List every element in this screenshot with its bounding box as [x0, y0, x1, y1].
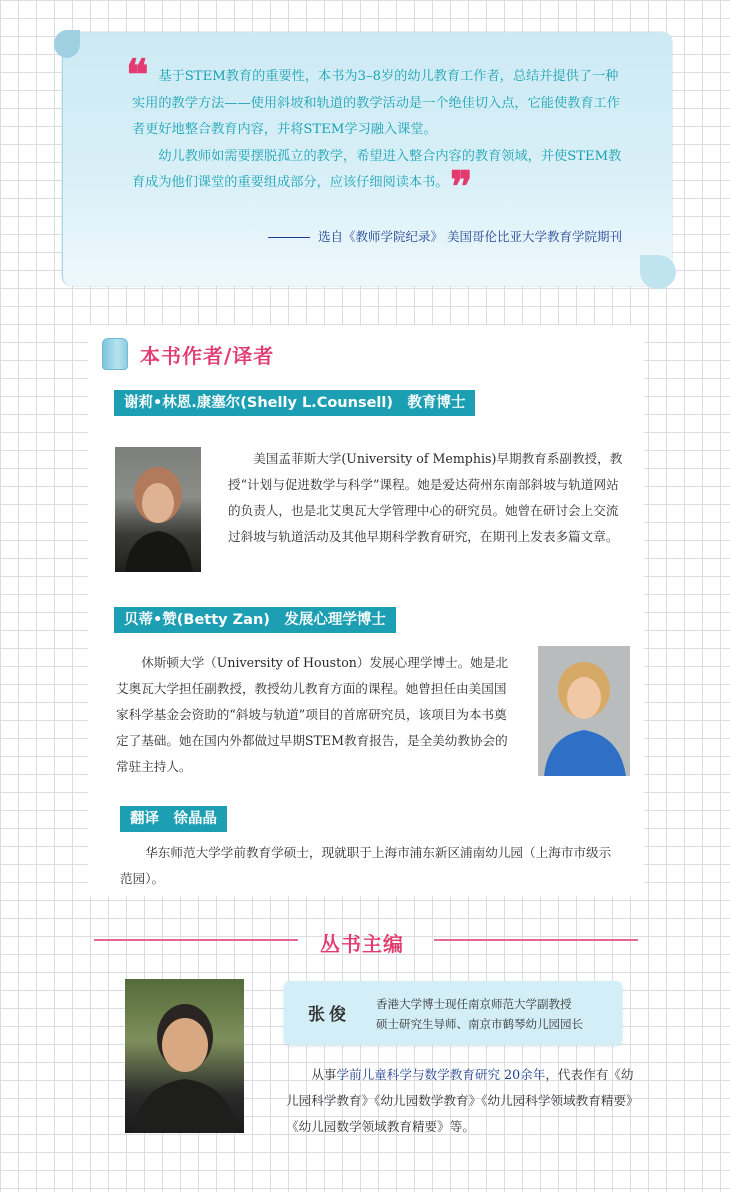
author2-photo [538, 646, 630, 776]
quote-paragraph-1: 基于STEM教育的重要性，本书为3–8岁的幼儿教育工作者，总结并提供了一种实用的教学方法——使用斜坡和轨道的教学活动是一个绝佳切入点，它能使教育工作者更好地整合教育内容，并将STEM学习融入课堂。 [132, 69, 620, 137]
editor-bio-prefix: 从事 [311, 1067, 337, 1082]
book-icon [102, 338, 128, 370]
editor-bio-suffix: ，代表作有《幼儿园科学教育》《幼儿园数学教育》《幼儿园科学领域教育精要》《幼儿园数学领域教育精要》等。 [286, 1067, 634, 1134]
editor-photo [125, 979, 244, 1133]
source-dash [268, 237, 310, 238]
divider-right [434, 939, 638, 941]
editor-bio-text [286, 1062, 636, 1140]
close-quote-icon: ❞ [450, 162, 473, 211]
author1-bio [228, 446, 628, 550]
author1-bio-text: 美国孟菲斯大学(University of Memphis)早期教育系副教授，教授“计划与促进数学与科学”课程。她是爱达荷州东南部斜坡与轨道网站的负责人，也是北艾奥瓦大学管理中心的研究员。她曾在研讨会上交流过斜坡与轨道活动及其他早期科学教育研究，在期刊上发表多篇文章。 [228, 451, 623, 544]
translator-bio [120, 840, 616, 892]
editor-title [376, 994, 583, 1034]
quote-paragraph-2: 幼儿教师如需要摆脱孤立的教学，希望进入整合内容的教育领域，并使STEM教育成为他们课堂的重要组成部分，应该仔细阅读本书。 [132, 148, 622, 190]
editor-name: 张俊 [308, 1005, 350, 1025]
translator-bio-text: 华东师范大学学前教育学硕士，现就职于上海市浦东新区浦南幼儿园（上海市市级示范园）。 [120, 845, 612, 886]
authors-section-title: 本书作者/译者 [140, 344, 275, 368]
quote-source [268, 227, 622, 245]
translator-tag: 翻译 徐晶晶 [120, 806, 227, 832]
author1-photo [115, 447, 201, 572]
editor-section-title: 丛书主编 [320, 932, 404, 956]
scroll-curl-left [54, 30, 80, 58]
author2-tag: 贝蒂•赞(Betty Zan) 发展心理学博士 [114, 607, 396, 633]
author2-portrait-icon [538, 646, 630, 776]
editor-bio [286, 1062, 636, 1140]
editor-title-line-2: 硕士研究生导师、南京市鹤琴幼儿园园长 [376, 1017, 583, 1031]
author1-portrait-icon [115, 447, 201, 572]
editor-title-line-1: 香港大学博士现任南京师范大学副教授 [376, 997, 572, 1011]
quote-text [132, 64, 622, 197]
scroll-curl-right [640, 255, 676, 289]
editor-portrait-icon [125, 979, 244, 1133]
quote-source-text: 选自《教师学院纪录》 美国哥伦比亚大学教育学院期刊 [318, 229, 622, 244]
open-quote-icon: ❝ [126, 50, 149, 99]
editor-bio-highlight: 学前儿童科学与数学教育研究 20余年 [336, 1067, 546, 1082]
divider-left [94, 939, 298, 941]
author2-bio [116, 650, 514, 780]
author2-bio-text: 休斯顿大学（University of Houston）发展心理学博士。她是北艾奥瓦大学担任副教授，教授幼儿教育方面的课程。她曾担任由美国国家科学基金会资助的“斜坡与轨道”项目的首席研究员，该项目为本书奠定了基础。她在国内外都做过早期STEM教育报告，是全美幼教协会的常驻主持人。 [116, 655, 509, 774]
author1-tag: 谢莉•林恩.康塞尔(Shelly L.Counsell) 教育博士 [114, 390, 475, 416]
